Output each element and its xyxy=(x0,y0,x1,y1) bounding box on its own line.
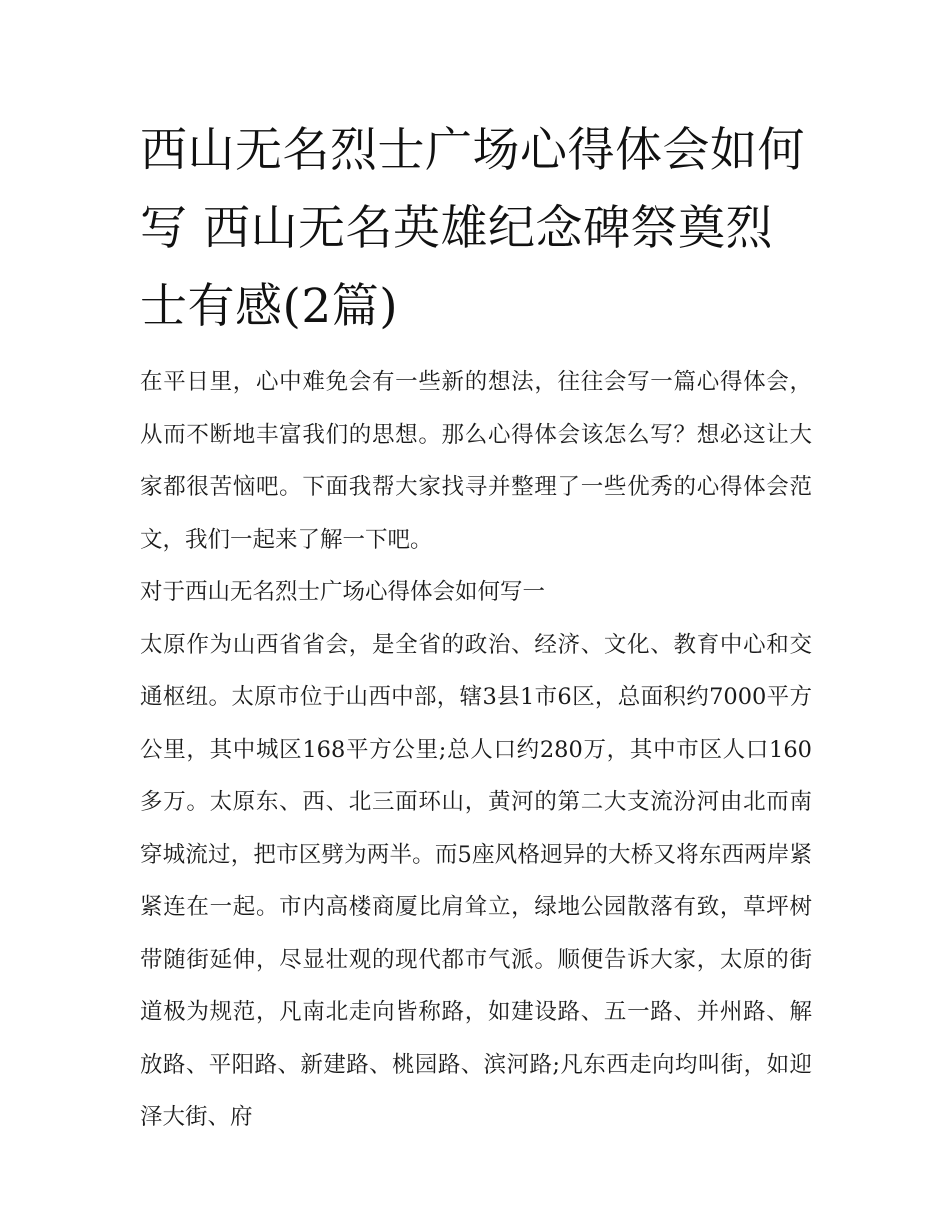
intro-paragraph: 在平日里，心中难免会有一些新的想法，往往会写一篇心得体会，从而不断地丰富我们的思想。那么心得体会该怎么写？想必这让大家都很苦恼吧。下面我帮大家找寻并整理了一些优秀的心得体会范文，我们一起来了解一下吧。 xyxy=(140,369,812,553)
section-heading: 对于西山无名烈士广场心得体会如何写一 xyxy=(140,579,546,605)
document-page xyxy=(140,112,812,1144)
body-paragraph: 太原作为山西省省会，是全省的政治、经济、文化、教育中心和交通枢纽。太原市位于山西中部，辖3县1市6区，总面积约7000平方公里，其中城区168平方公里;总人口约280万，其中市区人口160多万。太原东、西、北三面环山，黄河的第二大支流汾河由北而南穿城流过，把市区劈为两半。而5座风格迥异的大桥又将东西两岸紧紧连在一起。市内高楼商厦比肩耸立，绿地公园散落有致，草坪树带随街延伸，尽显壮观的现代都市气派。顺便告诉大家，太原的街道极为规范，凡南北走向皆称路，如建设路、五一路、并州路、解放路、平阳路、新建路、桃园路、滨河路;凡东西走向均叫街，如迎泽大街、府 xyxy=(140,631,812,1130)
document-title: 西山无名烈士广场心得体会如何写 西山无名英雄纪念碑祭奠烈士有感(2篇) xyxy=(140,123,805,334)
